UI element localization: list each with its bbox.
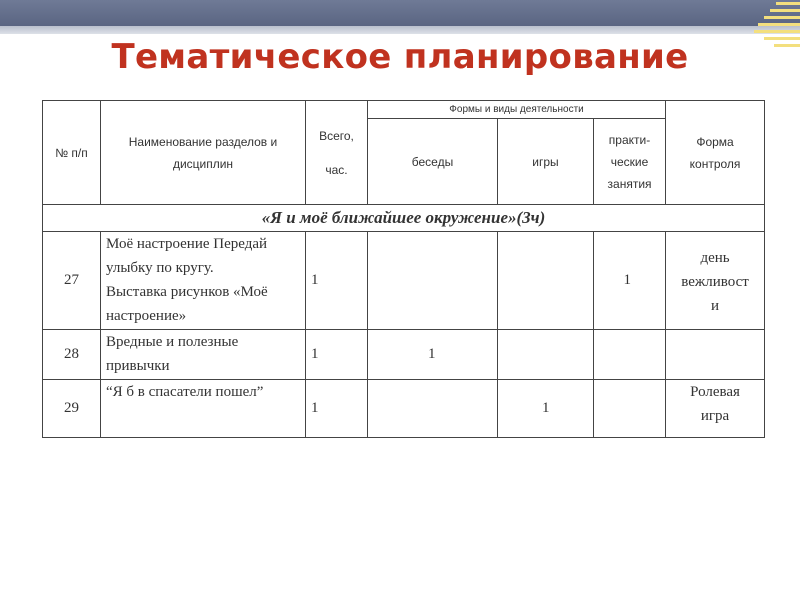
row-games: 1 (498, 380, 594, 438)
row-num: 28 (43, 330, 101, 380)
row-num: 27 (43, 232, 101, 330)
header-practice-line2: ческие (610, 154, 649, 169)
slide-top-band (0, 0, 800, 26)
header-practice (594, 119, 666, 205)
header-total-line1: Всего, (319, 128, 354, 143)
row-name-line: настроение» (106, 308, 187, 324)
header-games: игры (498, 119, 594, 205)
row-num: 29 (43, 380, 101, 438)
row-control (666, 380, 765, 438)
header-total (306, 101, 368, 205)
row-practice (594, 380, 666, 438)
row-practice: 1 (594, 232, 666, 330)
row-total: 1 (306, 330, 368, 380)
row-name-line: Моё настроение Передай (106, 236, 268, 252)
row-name-line: Вредные и полезные (106, 334, 239, 350)
row-control (666, 330, 765, 380)
row-talks (368, 380, 498, 438)
row-control-line: Ролевая (690, 384, 740, 400)
row-name-line: привычки (106, 358, 170, 374)
header-control-line1: Форма (696, 134, 734, 149)
header-num: № п/п (43, 101, 101, 205)
header-name: Наименование разделов и дисциплин (101, 101, 306, 205)
slide-title: Тематическое планирование (111, 37, 689, 77)
row-name-line: улыбку по кругу. (106, 260, 214, 276)
row-name-line: “Я б в спасатели пошел” (106, 384, 264, 400)
header-practice-line1: практи- (608, 132, 651, 147)
header-activity-forms: Формы и виды деятельности (368, 101, 666, 119)
table-row (43, 232, 765, 330)
row-practice (594, 330, 666, 380)
row-control (666, 232, 765, 330)
row-name (101, 232, 306, 330)
section-title: «Я и моё ближайшее окружение»(3ч) (43, 205, 765, 232)
header-total-line2: час. (325, 162, 348, 177)
row-name (101, 380, 306, 438)
header-control (666, 101, 765, 205)
row-name (101, 330, 306, 380)
row-total: 1 (306, 380, 368, 438)
row-control-line: день (700, 250, 730, 266)
row-games (498, 330, 594, 380)
row-talks: 1 (368, 330, 498, 380)
header-control-line2: контроля (689, 156, 741, 171)
table-row (43, 380, 765, 438)
header-talks: беседы (368, 119, 498, 205)
row-name-line: Выставка рисунков «Моё (106, 284, 268, 300)
row-games (498, 232, 594, 330)
slide-top-band-light (0, 26, 800, 34)
row-control-line: вежливост (681, 274, 749, 290)
row-talks (368, 232, 498, 330)
row-control-line: игра (700, 408, 730, 424)
table-row (43, 330, 765, 380)
row-control-line: и (711, 298, 720, 314)
row-total: 1 (306, 232, 368, 330)
planning-table (42, 100, 765, 438)
header-practice-line3: занятия (607, 176, 652, 191)
